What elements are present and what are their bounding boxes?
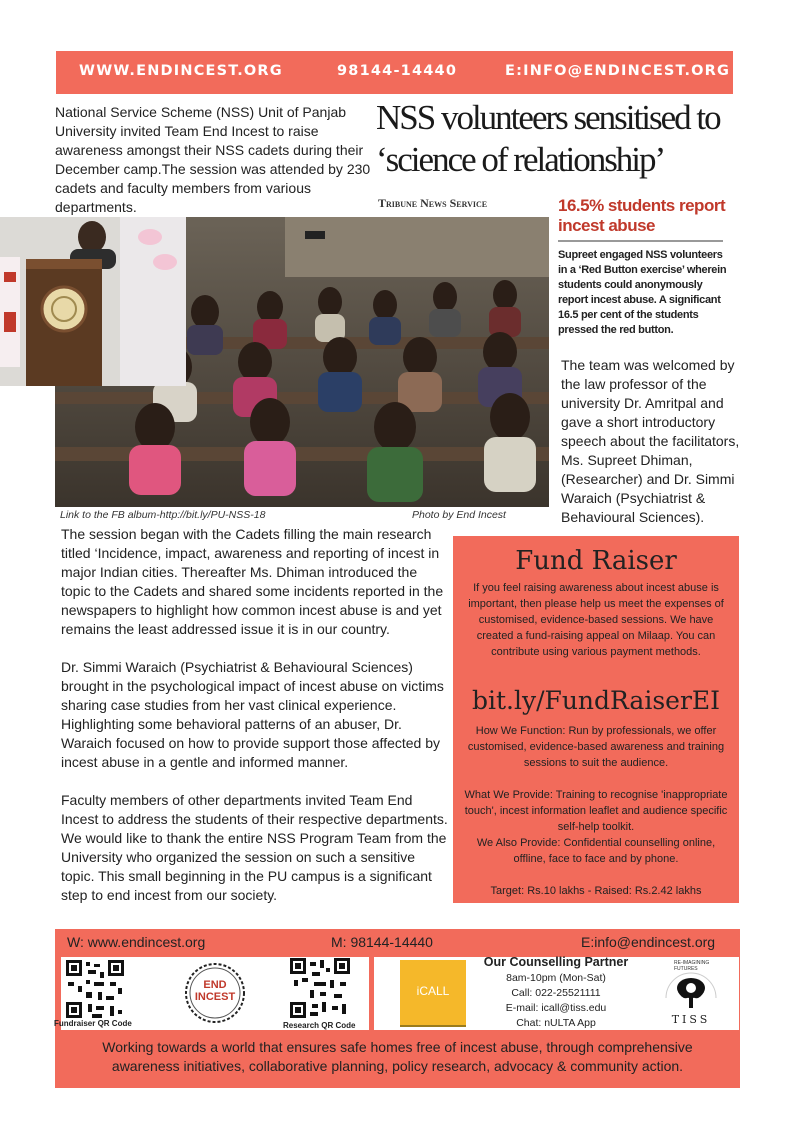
partner-title: Our Counselling Partner bbox=[483, 955, 629, 969]
what-we-provide-text: What We Provide: Training to recognise 'inappropriate touch', incest information leaflet and audience specific self-help toolkit. bbox=[464, 789, 728, 833]
welcome-paragraph: The team was welcomed by the law professor of the university Dr. Amritpal and gave a short introductory speech about the facilitators, Ms. Supreet Dhiman, (Researcher) and Dr. Simmi Waraich (Psychiatrist & Behavioural Sciences). bbox=[561, 357, 740, 525]
partner-phone: Call: 022-25521111 bbox=[511, 987, 601, 999]
header-website[interactable]: WWW.ENDINCEST.ORG bbox=[79, 63, 283, 79]
logo-word-incest: INCEST bbox=[194, 991, 236, 1003]
intro-paragraph: National Service Scheme (NSS) Unit of Panjab University invited Team End Incest to raise awareness amongst their NSS cadets during their December camp.The session was attended by 230 cadets and faculty members from various departments. bbox=[55, 104, 371, 215]
fund-raiser-title: Fund Raiser bbox=[515, 546, 677, 576]
research-qr-label: Research QR Code bbox=[283, 1021, 356, 1030]
mission-statement: Working towards a world that ensures safe homes free of incest abuse, through comprehensive awareness initiatives, collaborative planning, policy research, advocacy & community action. bbox=[102, 1039, 693, 1074]
end-incest-logo bbox=[183, 961, 247, 1025]
fb-album-link-caption[interactable]: Link to the FB album-http://bit.ly/PU-NSS-18 bbox=[60, 509, 266, 521]
fund-target-text: Target: Rs.10 lakhs - Raised: Rs.2.42 lakhs bbox=[490, 885, 702, 897]
counselling-partner-info bbox=[476, 955, 636, 1031]
footer-contact-bar bbox=[55, 929, 740, 955]
photo-credit: Photo by End Incest bbox=[412, 509, 506, 521]
header-email[interactable]: E:INFO@ENDINCEST.ORG bbox=[505, 63, 731, 79]
article-body bbox=[61, 525, 449, 924]
partner-hours: 8am-10pm (Mon-Sat) bbox=[506, 972, 606, 984]
footer-mobile: M: 98144-14440 bbox=[331, 934, 433, 950]
speaker-inset-photo bbox=[0, 217, 186, 386]
partner-chat: Chat: nULTA App bbox=[516, 1017, 596, 1029]
fund-raiser-panel bbox=[453, 536, 739, 903]
icall-logo bbox=[400, 960, 466, 1027]
body-paragraph-2: Dr. Simmi Waraich (Psychiatrist & Behavioural Sciences) brought in the psychological impact of incest abuse on victims sharing case studies from her vast clinical experience. Highlighting some behavioral patterns of an abuser, Dr. Waraich focused on how to provide support those affected by incest abuse in a gentle and informed manner. bbox=[61, 659, 444, 770]
tiss-wordmark: TISS bbox=[671, 1013, 711, 1026]
contact-header-bar bbox=[56, 51, 733, 94]
body-paragraph-1: The session began with the Cadets filling the main research titled ‘Incidence, impact, awareness and reporting of incest in major Indian cities. Thereafter Ms. Dhiman introduced the topic to the Cadets and shared some incidents reported in the newspapers to highlight how common incest abuse is and yet remains the least addressed issue it is in our country. bbox=[61, 526, 444, 637]
footer-email[interactable]: E:info@endincest.org bbox=[581, 934, 716, 950]
body-paragraph-3: Faculty members of other departments invited Team End Incest to address the students of their respective departments. We would like to thank the entire NSS Program Team from the University who organized the session on such a sensitive topic. This small beginning in the PU campus is a significant step to end incest from our society. bbox=[61, 792, 448, 903]
clipping-byline: Tribune News Service bbox=[378, 196, 488, 210]
footer-website[interactable]: W: www.endincest.org bbox=[67, 934, 206, 950]
fundraiser-qr-code[interactable] bbox=[66, 960, 124, 1023]
tiss-ring-text: RE-IMAGINING FUTURES bbox=[674, 960, 710, 972]
fund-raiser-link[interactable]: bit.ly/FundRaiserEI bbox=[471, 686, 721, 715]
header-phone: 98144-14440 bbox=[337, 63, 458, 79]
clipping-headline: NSS volunteers sensitised to ‘science of relationship’ bbox=[376, 98, 720, 179]
we-also-provide-text: We Also Provide: Confidential counselling online, offline, face to face and by phone. bbox=[476, 837, 716, 865]
logo-word-end: END bbox=[203, 979, 227, 991]
icall-logo-text: iCALL bbox=[416, 984, 450, 998]
how-we-function-text: How We Function: Run by professionals, we offer customised, evidence-based awareness and training sessions to suit the audience. bbox=[467, 725, 725, 769]
fund-appeal-text: If you feel raising awareness about incest abuse is important, then please help us meet the expenses of customised, evidence-based sessions. We have created a fund-raising appeal on Milaap. You can contribute using various payment methods. bbox=[468, 582, 724, 658]
fundraiser-qr-label: Fundraiser QR Code bbox=[54, 1019, 132, 1028]
clipping-stat-headline: 16.5% students report incest abuse bbox=[558, 196, 726, 235]
clipping-stat-body: Supreet engaged NSS volunteers in a ‘Red Button exercise’ wherein students could anonymously report incest abuse. A significant 16.5 per cent of the students pressed the red button. bbox=[558, 249, 727, 336]
tiss-logo bbox=[656, 958, 726, 1028]
divider bbox=[558, 240, 723, 242]
partner-email[interactable]: E-mail: icall@tiss.edu bbox=[505, 1002, 607, 1014]
research-qr-code[interactable] bbox=[290, 958, 350, 1023]
